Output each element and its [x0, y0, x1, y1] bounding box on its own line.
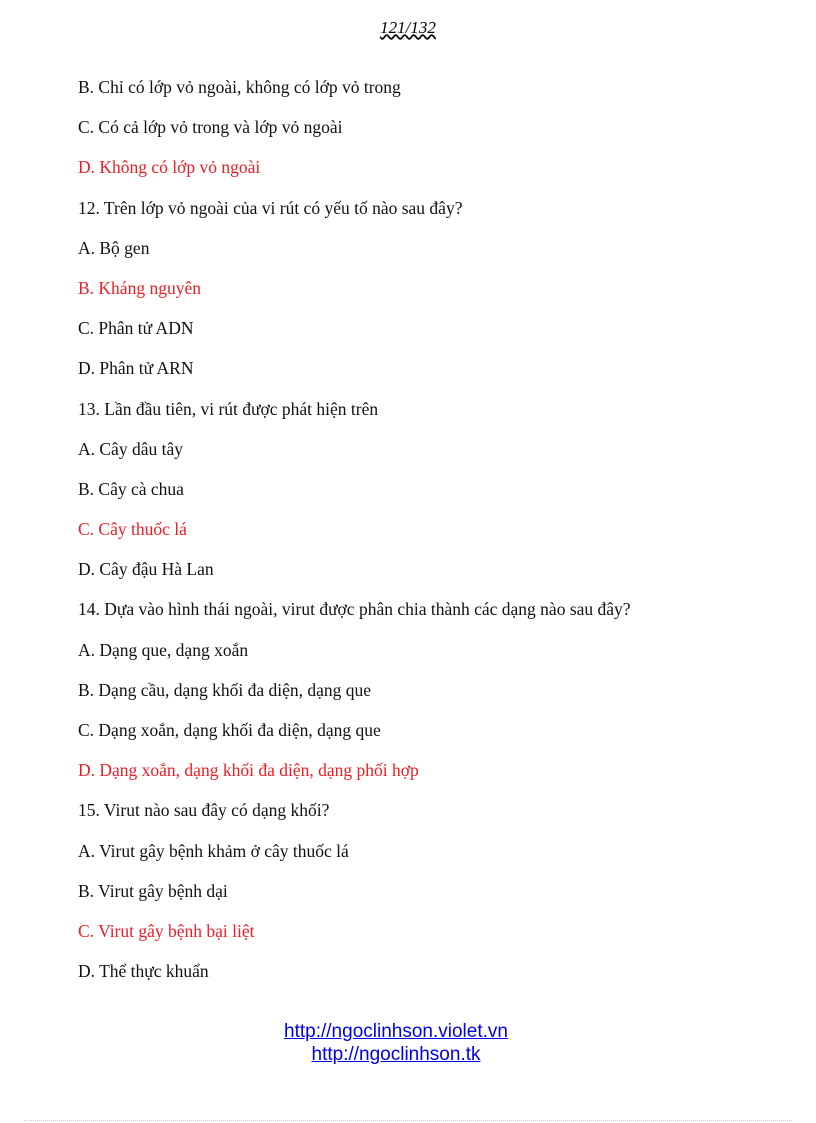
- answer-option-correct: B. Kháng nguyên: [78, 277, 201, 298]
- answer-option: B. Dạng cầu, dạng khối đa diện, dạng que: [78, 679, 372, 700]
- answer-option-correct: C. Virut gây bệnh bại liệt: [78, 920, 255, 941]
- question-text: 12. Trên lớp vỏ ngoài của vi rút có yếu tố nào sau đây?: [78, 197, 463, 218]
- answer-option: B. Cây cà chua: [78, 478, 184, 499]
- answer-option: D. Thể thực khuẩn: [78, 961, 209, 982]
- answer-option-correct: C. Cây thuốc lá: [78, 519, 187, 540]
- answer-option: A. Virut gây bệnh khảm ở cây thuốc lá: [78, 840, 349, 861]
- violet-link[interactable]: http://ngoclinhson.violet.vn: [284, 1021, 508, 1042]
- question-text: 13. Lần đầu tiên, vi rút được phát hiện trên: [78, 398, 379, 419]
- question-text: 14. Dựa vào hình thái ngoài, virut được phân chia thành các dạng nào sau đây?: [78, 599, 631, 620]
- answer-option: A. Bộ gen: [78, 237, 150, 258]
- question-list: [78, 75, 778, 999]
- answer-option: A. Cây dâu tây: [78, 438, 183, 459]
- answer-option-correct: D. Dạng xoắn, dạng khối đa diện, dạng phối hợp: [78, 760, 419, 781]
- answer-option: D. Phân tử ARN: [78, 358, 194, 379]
- question-text: 15. Virut nào sau đây có dạng khối?: [78, 800, 330, 821]
- answer-option: C. Phân tử ADN: [78, 318, 194, 339]
- answer-option: C. Có cả lớp vỏ trong và lớp vỏ ngoài: [78, 117, 343, 138]
- page-bottom-divider: [24, 1120, 792, 1121]
- tk-link[interactable]: http://ngoclinhson.tk: [311, 1044, 481, 1065]
- answer-option: C. Dạng xoắn, dạng khối đa diện, dạng que: [78, 720, 381, 740]
- answer-option: D. Cây đậu Hà Lan: [78, 559, 214, 580]
- page-number: 121/132: [380, 18, 436, 37]
- answer-option: A. Dạng que, dạng xoắn: [78, 639, 249, 660]
- answer-option: B. Chỉ có lớp vỏ ngoài, không có lớp vỏ trong: [78, 77, 401, 97]
- footer-links: [0, 1020, 792, 1066]
- answer-option: B. Virut gây bệnh dại: [78, 880, 228, 901]
- answer-option-correct: D. Không có lớp vỏ ngoài: [78, 157, 261, 178]
